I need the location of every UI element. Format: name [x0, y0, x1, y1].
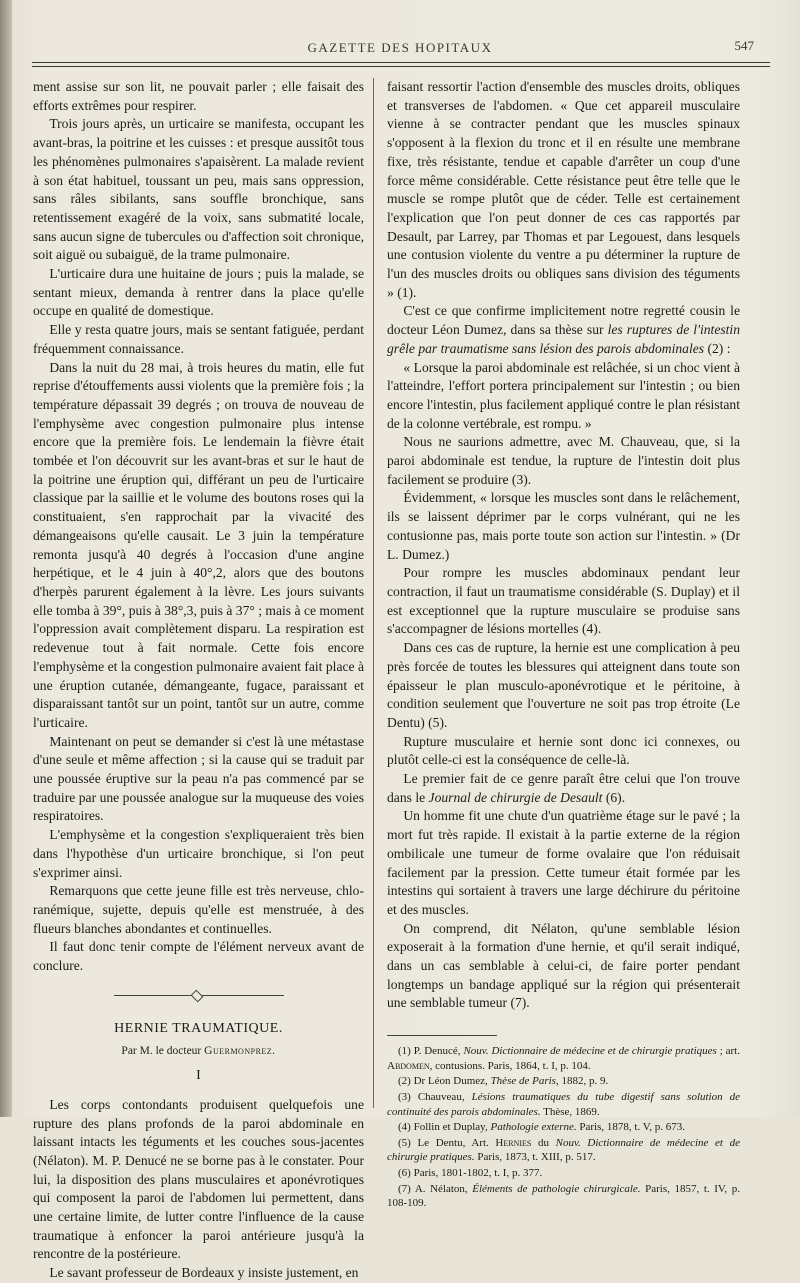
section-number: I: [196, 1068, 201, 1084]
text-run: C'est ce que confirme implicitement notre regretté cousin le docteur Léon Dumez, dans sa thèse sur: [387, 303, 740, 338]
section-separator: [114, 992, 284, 1000]
paragraph: Les corps contondants produisent quelquefois une rupture des plans profonds de la paroi abdominale en laissant intacts les téguments et les couches sous-jacentes (Nélaton). M. P. Denucé ne se borne pas à le constater. Pour lui, la disposition des plans musculaires et aponévrotiques qui composent la paroi de l'abdomen lui permettent, dans une certaine limite, de lutter contre l'influence de la cause traumatique à enfoncer la paroi antérieure jusqu'à la rencontre de la postérieure.: [33, 1096, 364, 1262]
paragraph: Rupture musculaire et hernie sont donc ici connexes, ou plutôt celle-ci est la conséquence de celle-là.: [387, 733, 740, 768]
paragraph: L'emphysème et la congestion s'expliqueraient très bien dans l'hypothèse d'un urticaire bronchique, si l'on peut s'exprimer ainsi.: [33, 827, 364, 880]
paragraph: Il faut donc tenir compte de l'élément nerveux avant de conclure.: [33, 939, 364, 974]
article-title: HERNIE TRAUMATIQUE.: [114, 1020, 283, 1036]
paragraph: Trois jours après, un urticaire se manifesta, occupant les avant-bras, la poitrine et les cuisses : et presque aussitôt tous les phénomènes pulmonaires s'apaisèrent. La malade revient à son état habituel, toussant un peu, mais sans oppression, sans râles sibilants, sans souffle bronchique, sans retentissement exagéré de la voix, sans submatité locale, sans aucun signe de tubercules ou d'affection soit chronique, soit aiguë ou subaiguë, de la trame pulmonaire.: [33, 116, 364, 263]
paragraph: Nous ne saurions admettre, avec M. Chauveau, que, si la paroi abdominale est tendue, la rupture de l'intestin doit plus facilement se produire (3).: [387, 434, 740, 487]
header-rule: [32, 62, 770, 63]
page-number: 547: [734, 38, 754, 53]
text-run: ; art.: [716, 1045, 740, 1058]
text-run: (7) A. Nélaton,: [398, 1182, 473, 1195]
column-divider: [373, 78, 374, 1108]
text-run: Nouv. Dictionnaire de médecine et de chirurgie pratiques.: [387, 1136, 740, 1164]
header-rule-thin: [32, 66, 770, 67]
text-run: Lésions traumatiques du tube digestif sans solution de continuité des parois abdominales.: [387, 1090, 740, 1118]
paragraph: On comprend, dit Nélaton, qu'une semblable lésion exposerait à la formation d'une hernie, et qu'il serait indiqué, dans un cas semblable à celui-ci, de faire porter pendant longtemps un bandage appliqué sur la région qui présenterait une semblable tumeur (7).: [387, 920, 740, 1011]
text-run: Thèse de Paris: [490, 1075, 556, 1088]
paragraph: Dans ces cas de rupture, la hernie est une complication à peu près forcée de toutes les blessures qui atteignent dans toute son épaisseur le plan musculo-aponévrotique et le péritoine, à condition seulement que l'ouverture ne soit pas trop étroite (Le Dentu) (5).: [387, 640, 740, 730]
footnote: [387, 1182, 740, 1211]
left-column: [33, 78, 364, 1283]
text-run: Abdomen: [387, 1059, 430, 1072]
paragraph: Remarquons que cette jeune fille est très nerveuse, chlo-ranémique, sujette, depuis qu'elle est menstruée, à des flueurs blanches abondantes et continuelles.: [33, 883, 364, 936]
footnote: [387, 1090, 740, 1119]
footnote: [387, 1136, 740, 1165]
footnote: [387, 1044, 740, 1073]
text-run: (6).: [602, 789, 626, 805]
text-run: Paris, 1878, t. V, p. 673.: [576, 1121, 685, 1134]
paragraph: Un homme fit une chute d'un quatrième étage sur le pavé ; la mort fut très rapide. Il existait à la partie externe de la région ombilicale une tumeur de forme ovalaire que l'on réduisait facilement par la pression. Cette tumeur était formée par les intestins qui sortaient à travers une large déchirure du péritoine et des muscles.: [387, 808, 740, 917]
text-run: (2) Dr Léon Dumez,: [398, 1075, 491, 1088]
text-run: Paris, 1873, t. XIII, p. 517.: [474, 1151, 596, 1164]
paragraph: [387, 770, 740, 807]
text-run: Paris, 1857, t. IV, p. 108-109.: [387, 1182, 740, 1210]
right-column: [387, 78, 740, 1212]
text-run: , contusions. Paris, 1864, t. I, p. 104.: [429, 1059, 591, 1072]
footnote: (6) Paris, 1801-1802, t. I, p. 377.: [398, 1166, 543, 1179]
text-run: (2) :: [704, 340, 731, 356]
paragraph: Pour rompre les muscles abdominaux pendant leur contraction, il faut un traumatisme considérable (S. Duplay) et il est exceptionnel que la rupture musculaire se produise sans s'accompagner de lésions mortelles (4).: [387, 565, 740, 637]
footnote: [387, 1074, 740, 1089]
paragraph: Elle y resta quatre jours, mais se sentant fatiguée, perdant fréquemment connaissance.: [33, 322, 364, 356]
footnotes: [387, 1044, 740, 1211]
byline: [33, 1042, 364, 1061]
text-run: Le premier fait de ce genre paraît être celui que l'on trouve dans le: [387, 771, 740, 805]
paragraph: [387, 302, 740, 358]
text-run: (4) Follin et Duplay,: [398, 1121, 491, 1134]
author-name: Guermonprez.: [204, 1045, 276, 1058]
text-run: Pathologie externe.: [490, 1121, 577, 1134]
paragraph: « Lorsque la paroi abdominale est relâchée, si un choc vient à l'atteindre, l'effort portera principalement sur l'intestin ; ou bien encore l'intestin, plus facilement appliqué contre le plan résistant de la colonne vertébrale, est rompu. »: [387, 359, 740, 431]
text-run: , 1882, p. 9.: [555, 1075, 609, 1088]
paragraph: faisant ressortir l'action d'ensemble des muscles droits, obliques et transverses de l'abdomen. « Que cet appareil musculaire vienne à se contracter pendant que les muscles spinaux s'opposent à la flexion du tronc et il en résulte une membrane fixe, très résistante, tendue et capable d'arrêter un coup d'une force même considérable. Cette résistance peut être telle que le muscle se rompe plutôt que de céder. Telle est certainement l'explication que l'on peut donner de ces cas rapportés par Desault, par Larrey, par Thomas et par Legouest, dans lesquels une contusion violente du ventre a pu déterminer la rupture de l'un des muscles droits ou obliques sans division des téguments » (1).: [387, 79, 740, 300]
paragraph: Évidemment, « lorsque les muscles sont dans le relâchement, ils se laissent déprimer par le corps vulnérant, qui ne les contusionne pas, mais porte toute son action sur l'intestin. » (Dr L. Dumez.): [387, 490, 740, 562]
byline-prefix: Par M. le docteur: [121, 1045, 205, 1058]
text-run: du: [531, 1136, 556, 1149]
text-run: (1) P. Denucé,: [398, 1045, 464, 1058]
thesis-title: les ruptures de l'intestin grêle par traumatisme sans lésion des parois abdominales: [387, 322, 740, 356]
text-run: Éléments de pathologie chirurgicale.: [472, 1182, 641, 1195]
text-run: (3) Chauveau,: [398, 1090, 472, 1103]
binding-edge: [0, 0, 12, 1117]
paragraph: Le savant professeur de Bordeaux y insiste justement, en: [49, 1265, 359, 1281]
text-run: Hernies: [495, 1136, 532, 1149]
text-run: Thèse, 1869.: [540, 1105, 600, 1118]
footnote-rule: [387, 1035, 497, 1036]
paragraph: L'urticaire dura une huitaine de jours ; puis la malade, se sentant mieux, demanda à rentrer dans la place qu'elle occupe en qualité de domestique.: [33, 266, 364, 319]
journal-title: Journal de chirurgie de Desault: [428, 789, 603, 805]
text-run: (5) Le Dentu, Art.: [398, 1136, 496, 1149]
running-header-title: GAZETTE DES HOPITAUX: [307, 40, 493, 55]
paragraph: Maintenant on peut se demander si c'est là une métastase d'une seule et même affection ; si la cause qui se traduit par une poussée éruptive sur la peau n'a pas commencé par se traduire par une poussée analogue sur la muqueuse des voies respiratoires.: [33, 733, 364, 824]
paragraph: Dans la nuit du 28 mai, à trois heures du matin, elle fut reprise d'étouffements aussi violents que la première fois ; la température dépassait 39 degrés ; on trouva de nouveau de l'emphysème avec congestion pulmonaire plus intense encore que la première fois. Le lendemain la fièvre était tombée et l'on découvrit sur les avant-bras et sur le haut de la poitrine une éruption qui, différant un peu de l'urticaire classique par la saillie et le volume des boutons roses qui la constituaient, s'en rapprochait par la vivacité des démangeaisons qu'elle causait. Le 3 juin la température remonta jusqu'à 40 degrés à l'occasion d'une angine herpétique, et le 4 juin à 40°,2, alors que des boutons d'herpès parurent également à la lèvre. Les jours suivants elle tomba à 39°, puis à 38°,3, puis à 37° ; mais à ce moment l'oppression avait complètement disparu. La respiration est redevenue tout à fait normale. Cette fois encore l'emphysème et la congestion pulmonaire avaient fait place à une éruption cutanée, démangeante, fugace, paraissant et disparaissant tantôt sur un point, tantôt sur un autre, comme l'urticaire.: [33, 359, 364, 730]
paragraph: ment assise sur son lit, ne pouvait parler ; elle faisait des efforts extrêmes pour respirer.: [33, 79, 364, 113]
text-run: Nouv. Dictionnaire de médecine et de chirurgie pratiques: [463, 1045, 717, 1058]
footnote: [387, 1120, 740, 1135]
